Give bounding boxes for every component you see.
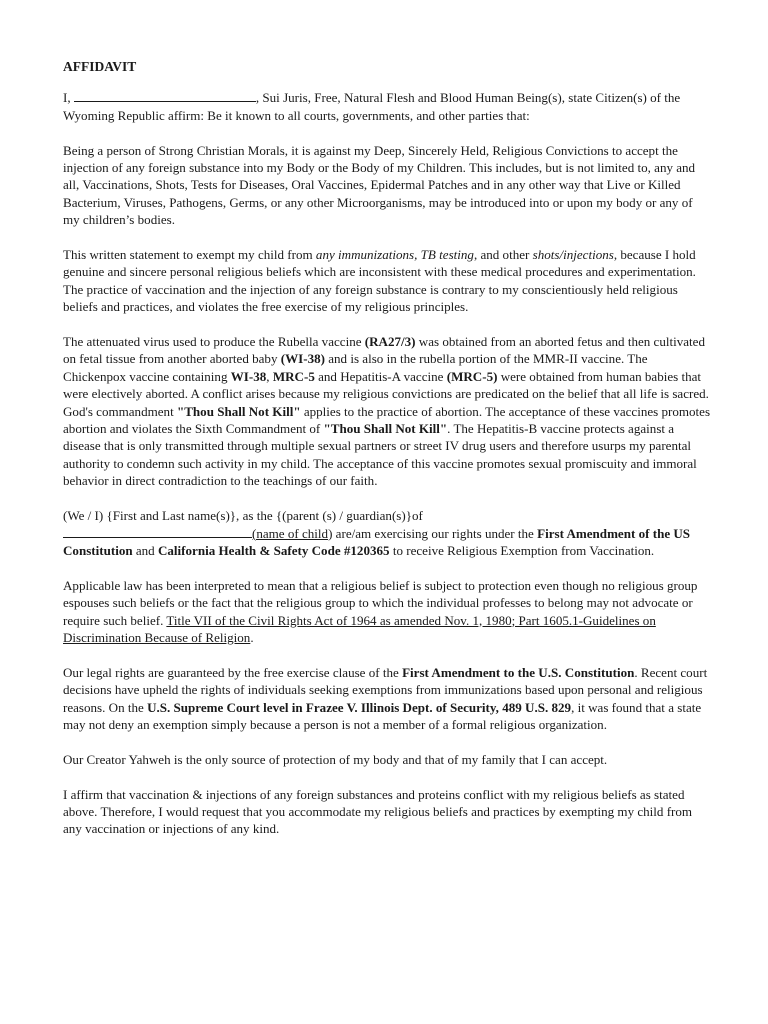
paragraph-creator: Our Creator Yahweh is the only source of protection of my body and that of my family that I can accept. xyxy=(63,751,608,767)
paragraph-applicable-law xyxy=(63,577,711,647)
text-run: I, xyxy=(63,90,74,106)
paragraph-parent-declaration xyxy=(63,507,711,559)
text-run: , xyxy=(266,368,273,384)
text-run: Our legal rights are guaranteed by the free exercise clause of the xyxy=(63,664,403,680)
paragraph-affirmation-request: I affirm that vaccination & injections of any foreign substances and proteins conflict with my religious beliefs as stated above. Therefore, I would request that you accommodate my religious beliefs and practices by exempting my child from any vaccination or injections of any kind. xyxy=(63,786,693,837)
bold-run: First Amendment of the US Constitution xyxy=(63,525,691,558)
bold-run: California Health & Safety Code #120365 xyxy=(157,542,390,558)
child-name-blank-line[interactable] xyxy=(63,525,252,538)
text-run: , because I hold genuine and sincere personal religious beliefs which are inconsistent with these medical procedures and experimentation. The practice of vaccination and the injection of any foreign substance is contrary to my conscientiously held religious beliefs and practices, and violates the free exercise of my religious principles. xyxy=(63,247,696,315)
affidavit-body xyxy=(63,58,711,855)
text-run: was obtained from an aborted fetus and then cultivated on fetal tissue from another aborted baby xyxy=(63,334,705,367)
bold-run: First Amendment to the U.S. Constitution xyxy=(402,664,635,680)
bold-run: "Thou Shall Not Kill" xyxy=(323,421,448,437)
text-run: . The Hepatitis-B vaccine protects against a disease that is only transmitted through multiple sexual partners or street IV drug users and therefore usurps my parental authority to condemn such activity in my child. The acceptance of this vaccine promotes sexual promiscuity and immoral behavior in direct contradiction to the teachings of our faith. xyxy=(63,421,697,489)
bold-run: WI-38 xyxy=(230,368,267,384)
paragraph-affirmation xyxy=(63,89,711,124)
text-run: and Hepatitis-A vaccine xyxy=(314,368,447,384)
paragraph-convictions: Being a person of Strong Christian Morals, it is against my Deep, Sincerely Held, Religious Convictions to accept the injection of any foreign substance into my Body or the Body of my Children. This includes, but is not limited to, any and all, Vaccinations, Shots, Tests for Diseases, Oral Vaccines, Epidermal Patches and in any other way that Live or Killed Bacterium, Viruses, Pathogens, Germs, or any other Microorganisms, may be introduced into or upon my body or any of my children’s bodies. xyxy=(63,142,696,228)
text-run: This written statement to exempt my child from xyxy=(63,247,316,263)
text-run: to receive Religious Exemption from Vaccination. xyxy=(389,542,655,558)
text-run: were obtained from human babies that were electively aborted. A conflict arises because my religious convictions are predicated on the belief that all life is sacred. God's commandment xyxy=(63,368,709,419)
text-run: and is also in the rubella portion of the MMR-II vaccine. The Chickenpox vaccine containing xyxy=(63,351,648,384)
bold-run: MRC-5 xyxy=(272,368,315,384)
bold-run: (MRC-5) xyxy=(446,368,498,384)
italic-run: shots/injections xyxy=(532,247,614,263)
text-run: , and other xyxy=(473,247,533,263)
text-run: (We / I) {First and Last name(s)}, as the {(parent (s) / guardian(s)}of xyxy=(63,508,423,524)
italic-run: any immunizations, TB testing xyxy=(315,247,474,263)
text-run: Applicable law has been interpreted to mean that a religious belief is subject to protection even though no religious group espouses such beliefs or the fact that the religious group to which the individual professes to belong may not advocate or require such belief. xyxy=(63,577,698,628)
paragraph-exemption-statement xyxy=(63,246,711,316)
text-run: The attenuated virus used to produce the Rubella vaccine xyxy=(63,334,365,350)
bold-run: "Thou Shall Not Kill" xyxy=(176,403,301,419)
bold-run: (RA27/3) xyxy=(364,334,416,350)
text-run: . Recent court decisions have upheld the rights of individuals seeking exemptions from immunizations based upon personal and religious reasons. On the xyxy=(63,664,708,715)
underlined-run: (name of child xyxy=(252,525,329,541)
text-run: and xyxy=(132,542,158,558)
text-run: , it was found that a state may not deny an exemption simply because a person is not a member of a formal religious organization. xyxy=(63,699,702,732)
paragraph-vaccine-origins xyxy=(63,333,711,490)
text-run: ) are/am exercising our rights under the xyxy=(328,525,538,541)
bold-run: (WI-38) xyxy=(280,351,325,367)
text-run: applies to the practice of abortion. The acceptance of these vaccines promotes abortion and violates the Sixth Commandment of xyxy=(63,403,711,437)
name-blank-line[interactable] xyxy=(74,89,256,102)
paragraph-legal-rights xyxy=(63,664,711,734)
underlined-run: Title VII of the Civil Rights Act of 1964 as amended Nov. 1, 1980; Part 1605.1-Guidelines on Discrimination Because of Religion xyxy=(63,612,656,645)
bold-run: U.S. Supreme Court level in Frazee V. Illinois Dept. of Security, 489 U.S. 829 xyxy=(147,699,572,715)
text-run: , Sui Juris, Free, Natural Flesh and Blood Human Being(s), state Citizen(s) of the Wyoming Republic affirm: Be it known to all courts, governments, and other parties that: xyxy=(63,90,681,123)
page-title: AFFIDAVIT xyxy=(63,59,137,74)
text-run: . xyxy=(250,629,254,645)
